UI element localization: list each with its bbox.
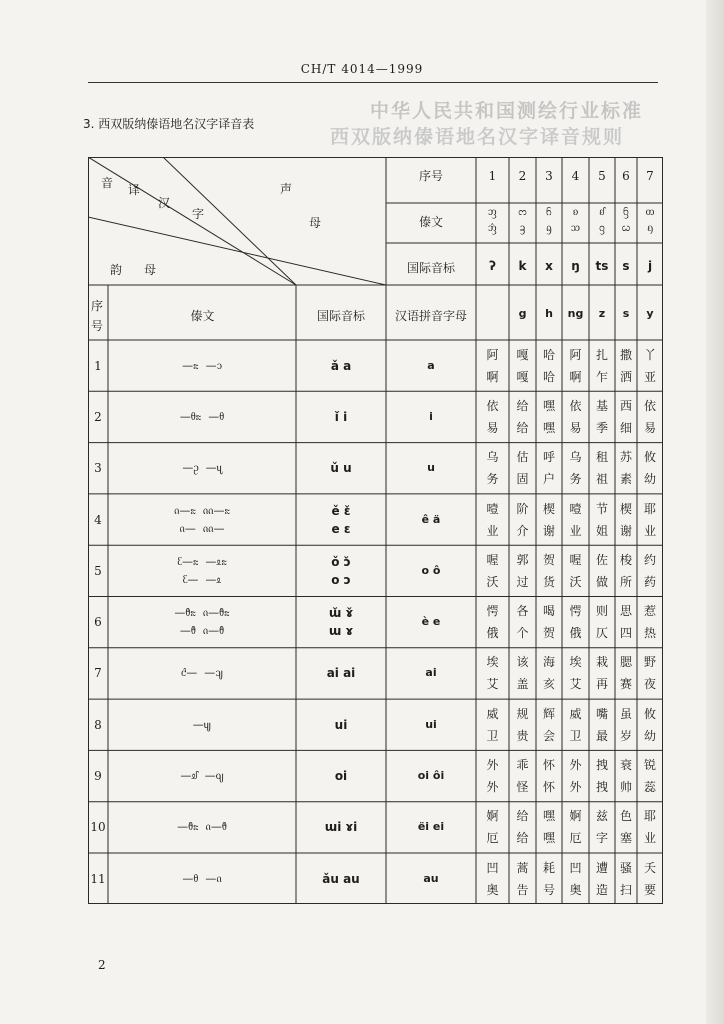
corner-diagonal-3: [163, 157, 296, 285]
row-han-char-upper: 埃: [486, 655, 499, 670]
row-han-char-lower: 外: [569, 780, 582, 795]
row-han-char-upper: 攸: [643, 706, 656, 721]
row-han-char-lower: 季: [595, 420, 608, 435]
row-han-char-upper: 则: [595, 604, 608, 619]
row-han-char-upper: 凹: [569, 860, 582, 875]
initial-pinyin: z: [598, 307, 606, 320]
corner-han: 汉: [158, 196, 171, 210]
row-han-char-upper: 耶: [643, 809, 656, 824]
row-han-char-upper: 栽: [595, 655, 608, 670]
row-han-char-upper: 丫: [643, 347, 656, 362]
row-han-char-lower: 艾: [569, 677, 582, 692]
row-han-char-lower: 个: [516, 626, 529, 641]
row-han-char-lower: 货: [542, 574, 555, 589]
row-han-char-lower: 亥: [542, 677, 555, 692]
row-han-char-upper: 依: [643, 398, 656, 413]
row-han-char-upper: 各: [516, 604, 529, 619]
row-han-char-upper: 约: [643, 552, 656, 567]
row-number: 8: [94, 717, 102, 732]
row-number: 10: [90, 820, 106, 835]
row-han-char-upper: 凹: [486, 860, 499, 875]
row-han-char-upper: 依: [486, 398, 499, 413]
row-han-char-upper: 兹: [595, 809, 608, 824]
row-dai-vowel: —ᦲᦰ —ᦲ: [179, 409, 225, 423]
row-han-char-lower: 沃: [486, 574, 499, 589]
initial-dai-glyph: ᦂ: [518, 205, 527, 218]
initial-dai-glyph-alt: ᦏ: [647, 221, 653, 234]
row-han-char-lower: 素: [619, 472, 632, 487]
row-han-char-lower: 号: [542, 882, 555, 897]
row-han-char-lower: 嘿: [542, 831, 555, 846]
row-han-char-lower: 沃: [569, 574, 582, 589]
row-han-char-lower: 怀: [542, 780, 555, 795]
row-han-char-upper: 佐: [595, 552, 608, 567]
row-han-char-upper: 愕: [569, 604, 582, 619]
row-han-char-lower: 易: [643, 420, 656, 435]
row-han-char-lower: 谢: [542, 523, 555, 538]
row-han-char-lower: 务: [486, 472, 499, 487]
row-han-char-lower: 奥: [486, 882, 499, 897]
row-pinyin: i: [429, 409, 433, 423]
initial-ipa: x: [545, 259, 553, 273]
row-han-char-lower: 嘿: [542, 420, 555, 435]
corner-mu-top: 母: [309, 216, 322, 230]
row-han-char-upper: 噎: [569, 501, 582, 516]
header-xuhao: 序号: [418, 169, 443, 183]
row-han-char-lower: 夜: [643, 677, 656, 692]
row-han-char-upper: 愕: [486, 604, 499, 619]
initial-dai-glyph-alt: ᦉ: [570, 221, 581, 234]
row-ipa: ǎu au: [322, 871, 360, 886]
initial-dai-glyph: ᦈ: [572, 205, 579, 218]
initial-dai-glyph-alt: ᦋ: [599, 221, 605, 234]
row-han-char-upper: 依: [569, 398, 582, 413]
row-han-char-lower: 嘎: [516, 369, 529, 384]
row-dai-vowel: —ᦾ —ᦽ: [180, 769, 224, 783]
row-han-char-lower: 细: [619, 420, 632, 435]
row-pinyin: au: [423, 871, 439, 885]
header-dai: 傣文: [418, 215, 443, 229]
row-ipa: ǒ ɔ̌ o ɔ: [331, 554, 351, 587]
row-han-char-lower: 所: [619, 574, 632, 589]
header-rule: [88, 82, 658, 83]
row-han-char-upper: 嘿: [542, 809, 555, 824]
row-dai-vowel: —ᦹᦰ ᦵ—ᦹ: [177, 820, 227, 834]
row-han-char-lower: 过: [516, 574, 529, 589]
row-han-char-upper: 外: [569, 758, 582, 773]
initial-dai-glyph: ᦆ: [546, 205, 552, 218]
row-dai-vowel: ᦵ—ᦰ ᦵᦵ—ᦰ ᦵ— ᦵᦵ—: [174, 503, 230, 535]
row-number: 11: [90, 871, 106, 886]
row-han-char-lower: 乍: [595, 369, 608, 384]
initial-ipa: k: [518, 259, 527, 273]
row-han-char-upper: 思: [619, 604, 632, 619]
row-han-char-upper: 给: [516, 809, 529, 824]
row-han-char-upper: 喝: [542, 604, 555, 619]
initial-number: 6: [622, 169, 630, 183]
row-han-char-lower: 药: [643, 574, 656, 589]
corner-yun: 韵: [110, 263, 123, 277]
col-header-pinyin: 汉语拼音字母: [394, 309, 467, 323]
initial-dai-glyph-alt: ᦃ: [519, 221, 526, 234]
row-han-char-lower: 最: [595, 728, 608, 743]
row-han-char-upper: 婀: [486, 809, 499, 824]
row-han-char-lower: 洒: [619, 369, 632, 384]
row-han-char-upper: 耶: [643, 501, 656, 516]
row-han-char-upper: 威: [486, 706, 499, 721]
row-han-char-lower: 艾: [486, 677, 499, 692]
corner-zi: 字: [192, 207, 205, 221]
row-han-char-lower: 幼: [643, 472, 656, 487]
row-dai-vowel: ᦷ—ᦰ —ᦸᦰ ᦷ— —ᦸ: [177, 554, 227, 586]
row-han-char-lower: 告: [516, 882, 529, 897]
row-han-char-upper: 节: [595, 501, 608, 516]
initial-number: 1: [488, 169, 497, 183]
row-han-char-upper: 惹: [643, 604, 656, 619]
row-han-char-upper: 楔: [542, 501, 555, 516]
corner-yi: 译: [128, 183, 141, 197]
row-han-char-lower: 啊: [569, 369, 582, 384]
row-han-char-upper: 苏: [619, 450, 632, 465]
row-han-char-upper: 乌: [569, 450, 582, 465]
row-han-char-lower: 仄: [595, 626, 608, 641]
col-header-xu: 序: [91, 299, 104, 313]
row-dai-vowel: —ᦼ: [192, 717, 212, 731]
corner-yin: 音: [101, 176, 114, 190]
row-han-char-upper: 锐: [643, 758, 656, 773]
row-han-char-upper: 虽: [619, 706, 632, 721]
document-code: CH/T 4014—1999: [300, 62, 424, 76]
row-number: 9: [94, 769, 102, 784]
row-number: 2: [94, 409, 102, 424]
row-pinyin: ê ä: [421, 512, 441, 526]
row-han-char-upper: 贺: [542, 552, 555, 567]
header-ipa: 国际音标: [406, 261, 455, 275]
row-han-char-lower: 帅: [619, 780, 632, 795]
row-han-char-upper: 给: [516, 398, 529, 413]
page-number: 2: [98, 958, 106, 972]
row-han-char-upper: 威: [569, 706, 582, 721]
row-han-char-lower: 卫: [569, 728, 582, 743]
row-pinyin: a: [427, 358, 435, 372]
row-han-char-upper: 阿: [569, 347, 582, 362]
row-han-char-upper: 喔: [569, 552, 582, 567]
row-han-char-upper: 辉: [542, 706, 555, 721]
row-han-char-upper: 喔: [486, 552, 499, 567]
row-han-char-upper: 嘴: [595, 706, 608, 721]
row-han-char-lower: 字: [595, 831, 608, 846]
row-pinyin: ai: [425, 666, 437, 680]
row-han-char-lower: 易: [486, 420, 499, 435]
row-ipa: ai ai: [326, 666, 356, 681]
page-edge-shadow: [706, 0, 724, 1024]
row-dai-vowel: —ᦰ —ᦱ: [182, 358, 222, 372]
row-han-char-lower: 谢: [619, 523, 632, 538]
row-han-char-lower: 哈: [542, 369, 555, 384]
row-han-char-lower: 业: [569, 523, 582, 538]
row-han-char-upper: 骚: [619, 860, 632, 875]
row-han-char-lower: 户: [542, 472, 555, 487]
corner-diagonal-2: [88, 217, 386, 285]
row-number: 3: [94, 461, 102, 476]
row-han-char-upper: 租: [595, 450, 608, 465]
initial-dai-glyph: ᦊ: [599, 205, 605, 218]
initial-number: 4: [571, 169, 580, 183]
row-number: 7: [94, 666, 102, 681]
row-han-char-lower: 贵: [516, 728, 529, 743]
row-pinyin: è e: [421, 615, 441, 629]
bleed-through-title: 中华人民共和国测绘行业标准: [370, 100, 644, 122]
row-ipa: ǔ u: [330, 461, 352, 476]
row-han-char-upper: 基: [595, 398, 608, 413]
row-han-char-upper: 海: [542, 655, 555, 670]
row-pinyin: u: [427, 461, 435, 475]
row-han-char-lower: 四: [619, 626, 632, 641]
initial-pinyin: ng: [567, 307, 584, 320]
row-han-char-upper: 该: [516, 655, 529, 670]
row-han-char-lower: 怪: [516, 780, 529, 795]
row-han-char-lower: 啊: [486, 369, 499, 384]
row-han-char-lower: 易: [569, 420, 582, 435]
row-dai-vowel: —ᦲ —ᦵ: [182, 871, 222, 885]
row-han-char-lower: 要: [643, 882, 656, 897]
row-pinyin: ëi ei: [417, 820, 445, 834]
initial-number: 2: [518, 169, 527, 183]
col-header-ipa: 国际音标: [316, 309, 365, 323]
row-han-char-lower: 热: [643, 626, 656, 641]
row-han-char-upper: 噎: [486, 501, 499, 516]
initial-pinyin: y: [646, 307, 654, 320]
row-han-char-lower: 蕊: [643, 780, 656, 795]
initial-dai-glyph: ᦀ: [488, 205, 497, 218]
initial-number: 3: [545, 169, 553, 183]
row-han-char-lower: 外: [486, 780, 499, 795]
row-han-char-upper: 夭: [643, 860, 656, 875]
row-han-char-lower: 拽: [595, 780, 608, 795]
row-ipa: ɯ̌ ɤ̌ ɯ ɤ: [328, 606, 354, 639]
initial-number: 5: [598, 169, 606, 183]
initial-pinyin: g: [518, 307, 527, 320]
row-han-char-upper: 嘎: [516, 347, 529, 362]
row-han-char-upper: 蒿: [516, 860, 529, 875]
row-ipa: oi: [334, 769, 348, 784]
row-han-char-upper: 规: [516, 706, 529, 721]
row-han-char-upper: 西: [619, 398, 632, 413]
row-han-char-upper: 阶: [516, 501, 529, 516]
row-han-char-lower: 盖: [516, 677, 529, 692]
row-han-char-lower: 俄: [486, 626, 499, 641]
initial-pinyin: s: [622, 307, 630, 320]
transliteration-table: [88, 157, 663, 904]
row-han-char-lower: 介: [516, 523, 529, 538]
row-han-char-lower: 俄: [569, 626, 582, 641]
row-pinyin: ui: [425, 717, 437, 731]
row-number: 5: [94, 563, 102, 578]
row-han-char-upper: 腮: [619, 655, 632, 670]
row-han-char-lower: 固: [516, 472, 529, 487]
initial-dai-glyph: ᦌ: [623, 205, 629, 218]
row-han-char-lower: 卫: [486, 728, 499, 743]
row-han-char-lower: 再: [595, 677, 608, 692]
bleed-through-subtitle: 西双版纳傣语地名汉字译音规则: [330, 126, 625, 148]
row-han-char-lower: 赛: [619, 677, 632, 692]
row-number: 4: [94, 512, 102, 527]
initial-ipa: ʔ: [489, 259, 496, 273]
initial-ipa: j: [647, 259, 653, 273]
row-han-char-lower: 幼: [643, 728, 656, 743]
row-han-char-lower: 塞: [619, 831, 632, 846]
initial-ipa: ts: [595, 259, 609, 273]
row-ipa: ɯi ɤi: [324, 820, 358, 835]
row-han-char-lower: 奥: [569, 882, 582, 897]
row-han-char-lower: 业: [643, 831, 656, 846]
row-han-char-upper: 拽: [595, 758, 608, 773]
row-number: 1: [94, 358, 102, 373]
row-han-char-lower: 做: [595, 574, 608, 589]
corner-sheng: 声: [280, 182, 293, 196]
row-han-char-lower: 贺: [542, 626, 555, 641]
row-ipa: ǎ a: [330, 358, 352, 373]
row-han-char-lower: 厄: [486, 831, 499, 846]
row-han-char-lower: 祖: [595, 472, 608, 487]
row-han-char-upper: 撒: [619, 347, 632, 362]
initial-number: 7: [646, 169, 654, 183]
row-han-char-upper: 衰: [619, 758, 632, 773]
row-han-char-lower: 扫: [619, 882, 632, 897]
row-ipa: ui: [334, 717, 348, 732]
row-han-char-upper: 郭: [516, 552, 529, 567]
row-han-char-upper: 扎: [595, 347, 608, 362]
row-han-char-upper: 呼: [542, 450, 555, 465]
initial-dai-glyph-alt: ᦍ: [621, 221, 631, 234]
row-han-char-upper: 楔: [619, 501, 632, 516]
row-han-char-lower: 姐: [595, 523, 608, 538]
row-han-char-upper: 乌: [486, 450, 499, 465]
row-han-char-lower: 业: [486, 523, 499, 538]
row-han-char-lower: 厄: [569, 831, 582, 846]
row-han-char-upper: 外: [486, 758, 499, 773]
row-ipa: ǐ i: [334, 409, 348, 424]
initial-dai-glyph: ᦎ: [645, 205, 655, 218]
row-ipa: ě ɛ̌ e ɛ: [331, 503, 351, 536]
row-han-char-lower: 给: [516, 420, 529, 435]
row-han-char-lower: 务: [569, 472, 582, 487]
row-han-char-upper: 色: [619, 809, 632, 824]
row-han-char-upper: 野: [643, 655, 656, 670]
col-header-dai: 傣文: [190, 309, 215, 323]
row-han-char-upper: 梭: [619, 552, 632, 567]
col-header-hao: 号: [91, 319, 104, 333]
row-han-char-upper: 攸: [643, 450, 656, 465]
row-number: 6: [94, 615, 102, 630]
row-han-char-upper: 嘿: [542, 398, 555, 413]
initial-pinyin: h: [545, 307, 553, 320]
row-han-char-upper: 怀: [542, 758, 555, 773]
row-dai-vowel: ᦺ— —ᦻ: [181, 666, 223, 680]
row-han-char-upper: 乖: [516, 758, 529, 773]
row-han-char-upper: 阿: [486, 347, 499, 362]
row-han-char-lower: 业: [643, 523, 656, 538]
initial-dai-glyph-alt: ᦇ: [546, 221, 552, 234]
corner-mu-left: 母: [144, 263, 157, 277]
row-han-char-lower: 亚: [643, 369, 656, 384]
initial-dai-glyph-alt: ᦁ: [488, 221, 497, 234]
row-dai-vowel: —ᦳ —ᦴ: [182, 461, 222, 475]
row-han-char-lower: 给: [516, 831, 529, 846]
row-han-char-upper: 哈: [542, 347, 555, 362]
row-han-char-upper: 估: [516, 450, 529, 465]
row-han-char-lower: 会: [542, 728, 555, 743]
row-han-char-upper: 埃: [569, 655, 582, 670]
row-han-char-lower: 岁: [619, 728, 632, 743]
row-han-char-lower: 造: [595, 882, 608, 897]
row-dai-vowel: —ᦹᦰ ᦵ—ᦹᦰ —ᦹ ᦵ—ᦹ: [174, 606, 230, 638]
row-pinyin: oi ôi: [417, 769, 445, 783]
row-han-char-upper: 耗: [542, 860, 555, 875]
row-pinyin: o ô: [421, 563, 441, 577]
row-han-char-upper: 遭: [595, 860, 608, 875]
initial-ipa: ŋ: [571, 259, 580, 273]
initial-ipa: s: [622, 259, 630, 273]
section-title: 3. 西双版纳傣语地名汉字译音表: [83, 117, 255, 131]
row-han-char-upper: 婀: [569, 809, 582, 824]
